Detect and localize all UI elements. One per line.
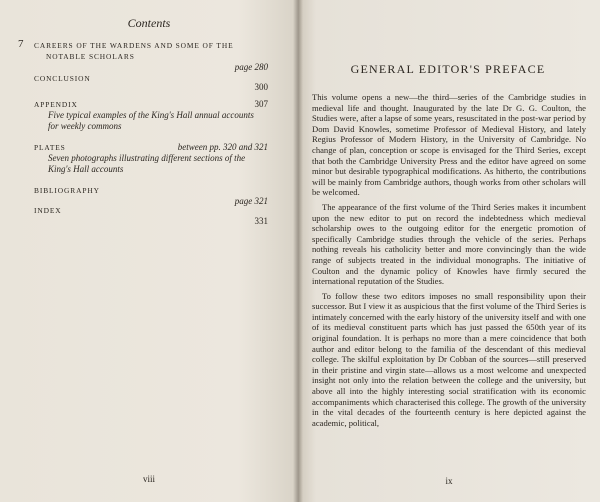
preface-heading: GENERAL EDITOR'S PREFACE — [350, 62, 546, 76]
toc-page: page 280 — [234, 62, 268, 72]
toc-title: BIBLIOGRAPHY — [34, 186, 100, 195]
contents-heading: Contents — [127, 16, 171, 30]
toc-title: INDEX — [34, 206, 62, 215]
left-page — [0, 0, 298, 502]
toc-subtitle: Five typical examples of the King's Hall annual accounts for weekly commons — [48, 110, 254, 131]
table-of-contents — [18, 34, 268, 227]
paragraph: This volume opens a new—the third—series of the Cambridge studies in medieval life and thought. Inaugurated by the late Dr G. G. Coulton, the Studies were, after a lapse of some years, resuscitated in the post-war period by Dom David Knowles, sometime Professor of Medieval History, and lately Regius Professor of Modern History, in the University of Cambridge. No change of plan, conception or scope is envisaged for the Third Series, except that both the Cambridge University Press and the editor have agreed on some minor but desirable typographical modifications. As hitherto, the contributions will be mainly from Cambridge authors, though works from other scholars will be welcomed. — [312, 92, 586, 198]
preface-body — [312, 92, 586, 432]
toc-page: page 321 — [234, 196, 268, 206]
toc-title-cont: NOTABLE SCHOLARS — [46, 52, 135, 61]
page-number-left: viii — [142, 474, 155, 484]
toc-page: 331 — [254, 216, 268, 226]
toc-title: PLATES — [34, 143, 66, 152]
toc-subtitle: Seven photographs illustrating different sections of the King's Hall accounts — [48, 153, 246, 174]
page-number-right: ix — [445, 476, 453, 486]
toc-page: between pp. 320 and 321 — [177, 142, 268, 152]
toc-entry-bibliography — [18, 185, 268, 207]
chapter-number: 7 — [18, 38, 24, 50]
toc-title: APPENDIX — [34, 100, 78, 109]
toc-title: CAREERS OF THE WARDENS AND SOME OF THE — [34, 41, 234, 50]
paragraph: The appearance of the first volume of the Third Series makes it incumbent upon the new editor to put on record the indebtedness which medieval scholarship owes to the outgoing editor for the energetic promotion of specifically Cambridge studies through the vehicle of the series. Perhaps nothing reveals his catholicity better and more convincingly than the wide range of subjects treated in the individual monographs. The initiative of Coulton and the dynamic policy of Knowles have firmly secured the international reputation of the Studies. — [312, 201, 586, 287]
toc-title: CONCLUSION — [34, 74, 91, 83]
toc-entry-index — [18, 205, 268, 227]
book-gutter — [293, 0, 303, 502]
right-page — [298, 0, 600, 502]
paragraph: To follow these two editors imposes no small responsibility upon their successor. But I view it as auspicious that the first volume of the Third Series is intimately concerned with the early history of the university itself and with one of its medieval constituent parts which has just passed the 650th year of its original foundation. It is perhaps no more than a mere coincidence that both author and editor belong to the familia of the descendant of this medieval college. The skilful exploitation by Dr Cobban of the sources—still preserved in their pristine and virgin state—allows us a most welcome and unexpected insight not only into the relation between the college and the university, but above all into the highly interesting social stratification with its economic accompaniments which characterised this college. The growth of the university in the vital decades of the fourteenth century is here depicted against the academic, political, — [312, 290, 586, 428]
toc-entry-appendix — [18, 99, 268, 132]
toc-page: 300 — [254, 82, 268, 92]
toc-entry-careers — [18, 40, 268, 73]
toc-entry-plates — [18, 142, 268, 175]
toc-entry-conclusion — [18, 73, 268, 93]
toc-page: 307 — [254, 99, 268, 109]
